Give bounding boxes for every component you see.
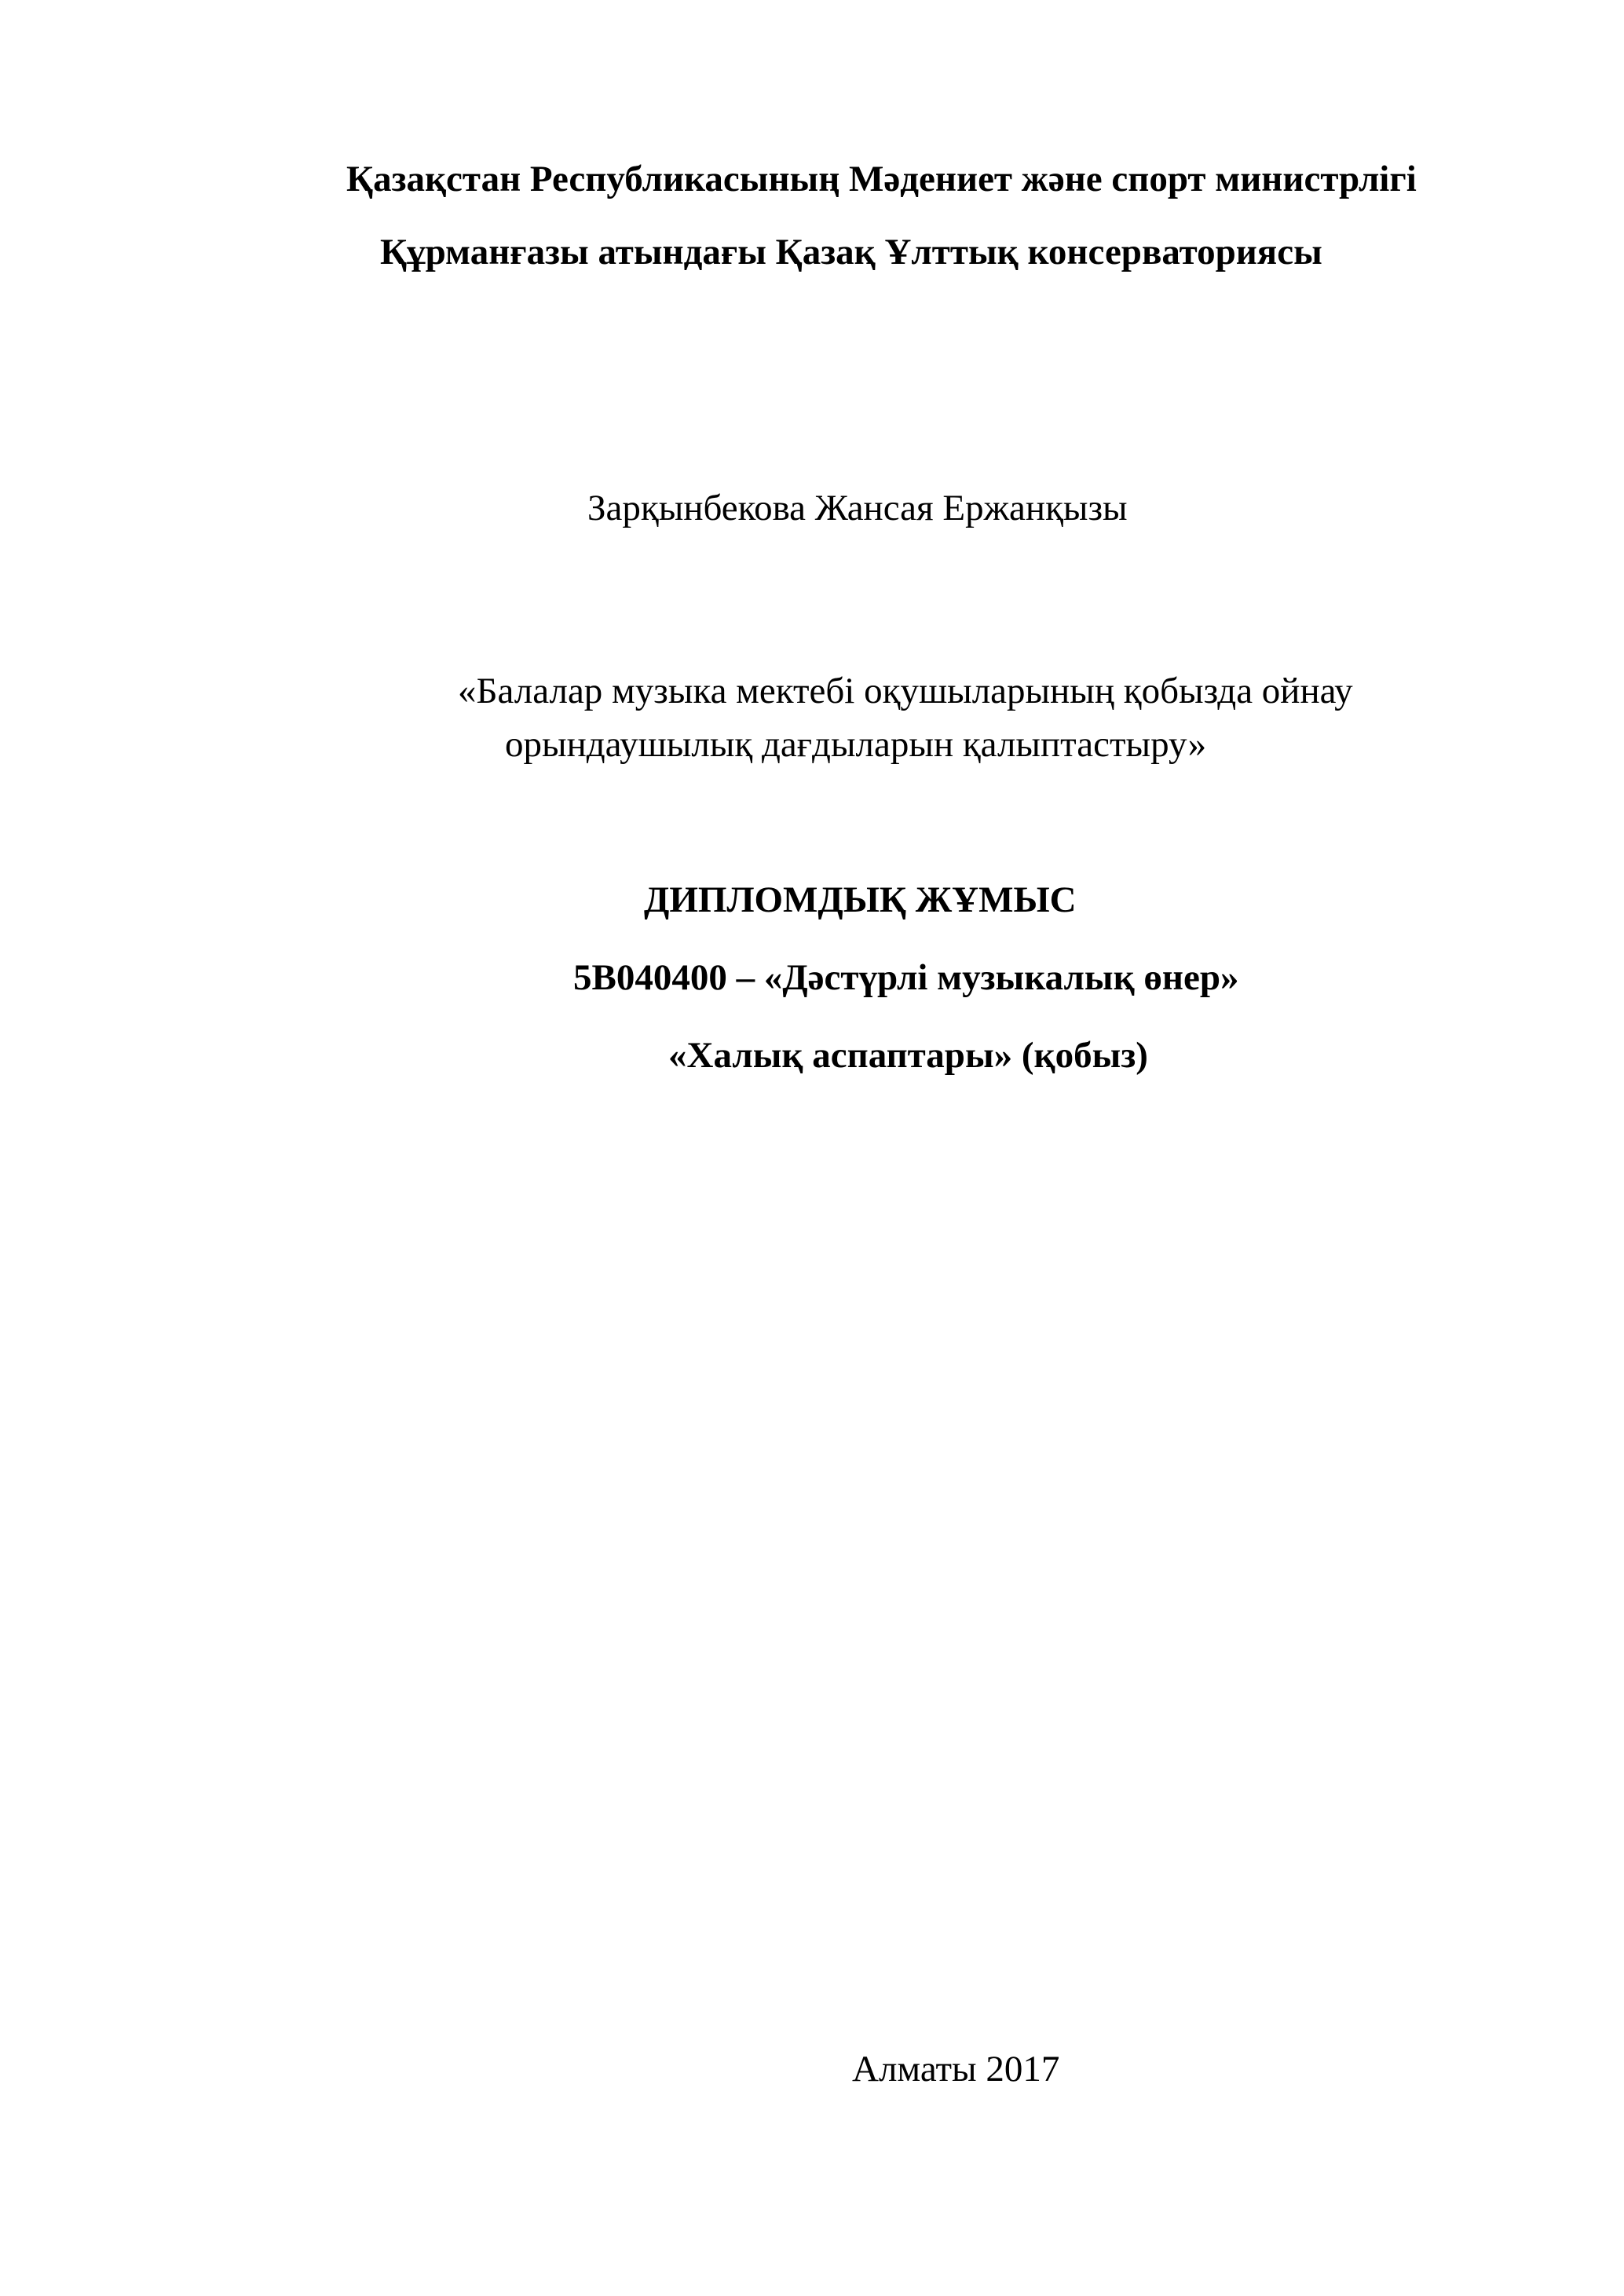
author-name: Зарқынбекова Жансая Ержанқызы xyxy=(587,488,1128,528)
city-year: Алматы 2017 xyxy=(852,2049,1060,2089)
thesis-topic-line-2: орындаушылық дағдыларын қалыптастыру» xyxy=(505,724,1207,765)
instrument-specialization: «Халық аспаптары» (қобыз) xyxy=(668,1035,1148,1076)
work-type-title: ДИПЛОМДЫҚ ЖҰМЫС xyxy=(644,879,1077,920)
thesis-topic-line-1: «Балалар музыка мектебі оқушыларының қобызда ойнау xyxy=(458,671,1353,711)
ministry-heading: Қазақстан Республикасының Мәдениет және спорт министрлігі xyxy=(346,159,1417,199)
specialty-code: 5В040400 – «Дәстүрлі музыкалық өнер» xyxy=(573,957,1239,998)
conservatory-heading: Құрманғазы атындағы Қазақ Ұлттық консерваториясы xyxy=(380,232,1322,272)
